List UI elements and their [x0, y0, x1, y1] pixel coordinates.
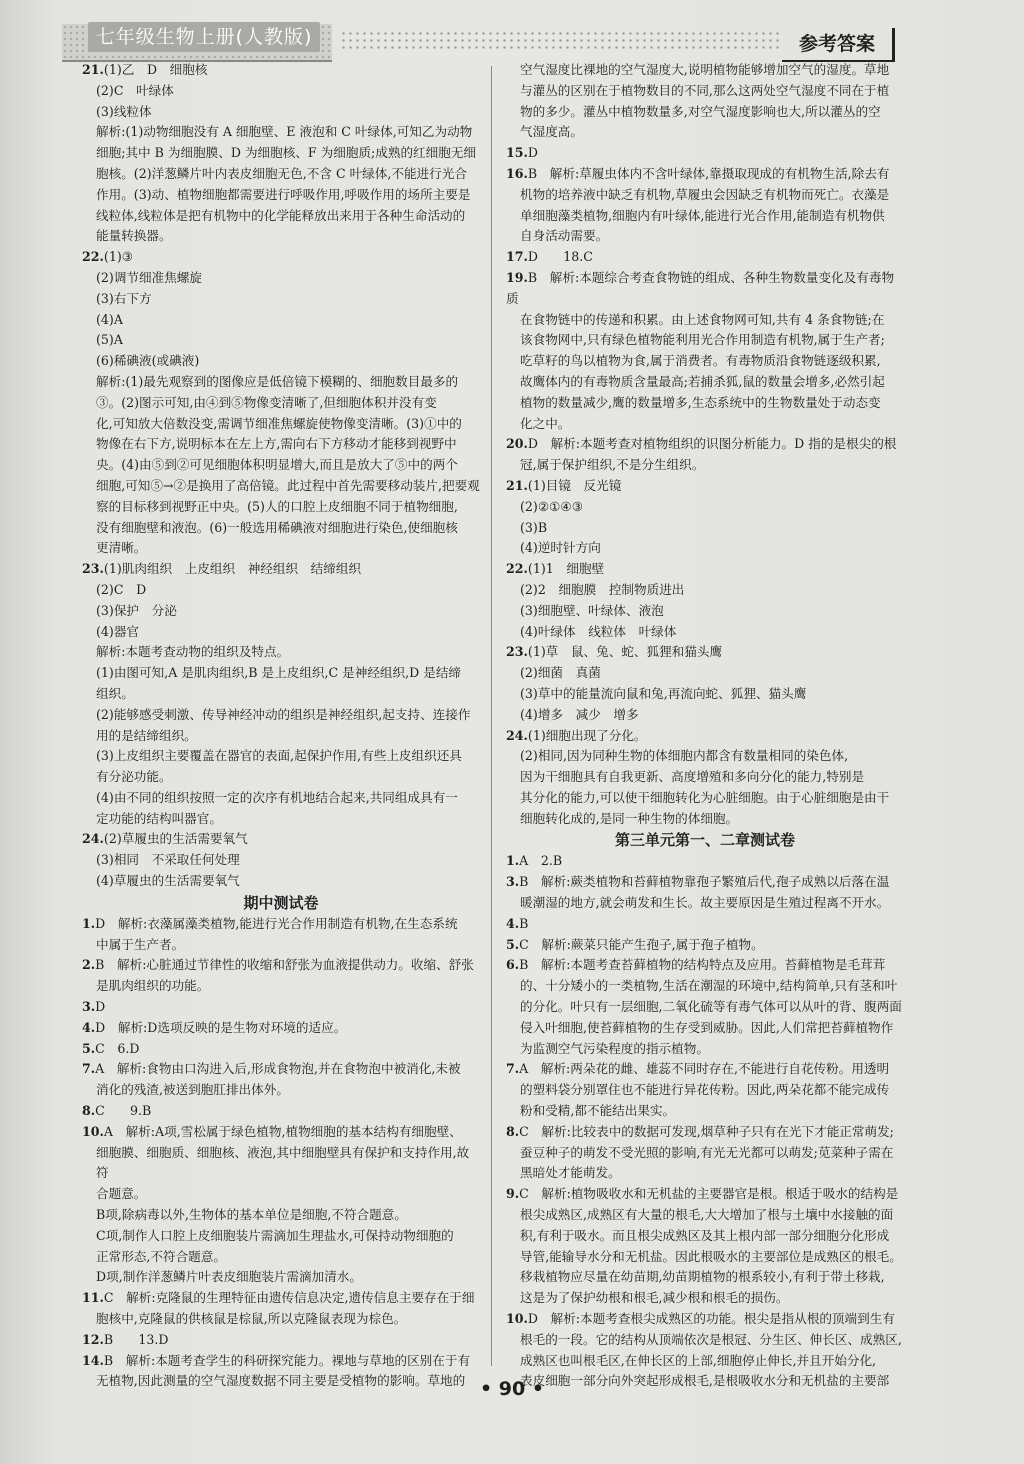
answer-line: 的、十分矮小的一类植物,生活在潮湿的环境中,结构简单,只有茎和叶	[520, 978, 898, 994]
answer-line: 的塑料袋分别罩住也不能进行异花传粉。因此,两朵花都不能完成传	[520, 1082, 890, 1098]
question-number: 8.	[506, 1123, 520, 1139]
answer-item	[506, 1059, 904, 1080]
answer-line: (4)增多 减少 增多	[520, 706, 639, 722]
answer-line: (5)A	[96, 332, 123, 348]
answer-line: 能量转换器。	[96, 228, 172, 244]
answer-line: 成熟区也叫根毛区,在伸长区的上部,细胞停止伸长,并且开始分化,	[520, 1352, 877, 1368]
answer-line: 胞核。(2)洋葱鳞片叶内表皮细胞无色,不含 C 叶绿体,不能进行光合	[96, 165, 467, 181]
answer-line: (2)2 细胞膜 控制物质进出	[520, 581, 685, 597]
question-number: 10.	[82, 1123, 104, 1139]
answer-line: 物的多少。灌丛中植物数量多,对空气湿度影响也大,所以灌丛的空	[520, 103, 881, 119]
answer-line: 细胞转化成的,是同一种生物的体细胞。	[520, 810, 739, 826]
answer-item	[506, 268, 904, 310]
answer-line: (2)C 叶绿体	[96, 82, 174, 98]
answer-line: 解析:本题考查动物的组织及特点。	[96, 644, 290, 660]
answer-text: (1)肌肉组织 上皮组织 神经组织 结缔组织	[103, 561, 362, 577]
answer-item	[82, 1101, 480, 1122]
answer-text: A 解析:两朵花的雌、雄蕊不同时存在,不能进行自花传粉。用透明	[519, 1061, 890, 1077]
answer-line: 因为干细胞具有自我更新、高度增殖和多向分化的能力,特别是	[520, 769, 865, 785]
question-number: 21.	[82, 62, 104, 77]
section-label: 参考答案	[782, 28, 895, 62]
answer-line: 与灌丛的区别在于植物数目的不同,那么这两处空气湿度不同在于植	[520, 82, 890, 98]
answer-item	[82, 1288, 480, 1309]
question-number: 5.	[82, 1040, 96, 1056]
question-number: 23.	[506, 644, 528, 660]
answer-item	[506, 434, 904, 455]
question-number: 12.	[82, 1331, 104, 1347]
answer-line: 其分化的能力,可以使干细胞转化为心脏细胞。由于心脏细胞是由干	[520, 789, 890, 805]
answer-line: (4)A	[96, 311, 123, 327]
answer-line: 吃草籽的鸟以植物为食,属于消费者。有毒物质沿食物链逐级积累,	[520, 353, 881, 369]
answer-item	[82, 955, 480, 976]
answer-text: B 13.D	[103, 1331, 169, 1347]
answer-text: C 9.B	[95, 1103, 152, 1119]
header-dots	[340, 30, 780, 52]
answer-line: (3)B	[520, 519, 548, 535]
answer-item	[506, 872, 904, 893]
question-number: 15.	[506, 145, 528, 161]
answer-line: (4)叶绿体 线粒体 叶绿体	[520, 623, 677, 639]
question-number: 8.	[82, 1103, 96, 1119]
answer-item	[82, 247, 480, 268]
answer-line: 单细胞藻类植物,细胞内有叶绿体,能进行光合作用,能制造有机物供	[520, 207, 885, 223]
answer-line: 表皮细胞一部分向外突起形成根毛,是根吸收水分和无机盐的主要部	[520, 1373, 890, 1389]
answer-line: 更清晰。	[96, 540, 147, 556]
answer-item	[82, 997, 480, 1018]
answer-text: B 解析:本题考查苔藓植物的结构特点及应用。苔藓植物是毛茸茸	[519, 957, 886, 973]
answer-item	[506, 1309, 904, 1330]
answer-line: 细胞;其中 B 为细胞膜、D 为细胞核、F 为细胞质;成熟的红细胞无细	[96, 145, 477, 161]
answer-line: 物像在右下方,说明标本在左上方,需向右下方移动才能移到视野中	[96, 436, 457, 452]
answer-line: 自身活动需要。	[520, 228, 609, 244]
answer-line: (2)能够感受刺激、传导神经冲动的组织是神经组织,起支持、连接作	[96, 706, 471, 722]
answer-item	[82, 914, 480, 935]
question-number: 9.	[506, 1186, 520, 1202]
answer-line: (4)由不同的组织按照一定的次序有机地结合起来,共同组成具有一	[96, 789, 458, 805]
answer-line: (3)保护 分泌	[96, 602, 177, 618]
answer-item	[82, 1059, 480, 1080]
answer-text: B 解析:本题综合考查食物链的组成、各种生物数量变化及有毒物质	[506, 269, 895, 306]
question-number: 21.	[506, 477, 528, 493]
answer-line: 导管,能输导水分和无机盐。因此根吸水的主要部位是成熟区的根毛。	[520, 1248, 902, 1264]
answer-line: 细胞,可知⑤→②是换用了高倍镜。此过程中首先需要移动装片,把要观	[96, 477, 480, 493]
answer-item	[506, 726, 904, 747]
answer-line: 积,有利于吸水。而且根尖成熟区及其上根内部一部分细胞分化形成	[520, 1227, 890, 1243]
question-number: 1.	[506, 853, 520, 869]
answer-line: 黑暗处才能萌发。	[520, 1165, 621, 1181]
answer-line: 化之中。	[520, 415, 571, 431]
answer-item	[506, 559, 904, 580]
answer-line: (1)由图可知,A 是肌肉组织,B 是上皮组织,C 是神经组织,D 是结缔	[96, 665, 462, 681]
answer-line: 正常形态,不符合题意。	[96, 1248, 226, 1264]
answer-line: 的分化。叶只有一层细胞,二氧化硫等有毒气体可以从叶的背、腹两面	[520, 999, 902, 1015]
answer-text: (1)乙 D 细胞核	[103, 62, 208, 77]
book-title: 七年级生物上册(人教版)	[88, 22, 320, 52]
answer-line: 线粒体,线粒体是把有机物中的化学能释放出来用于各种生命活动的	[96, 207, 466, 223]
answer-text: B	[519, 915, 529, 931]
answer-text: C 解析:比较表中的数据可发现,烟草种子只有在光下才能正常萌发;	[519, 1123, 894, 1139]
answer-text: (1)细胞出现了分化。	[527, 727, 647, 743]
answer-text: (1)目镜 反光镜	[527, 477, 622, 493]
answer-item	[82, 1351, 480, 1372]
answer-item	[506, 935, 904, 956]
question-number: 3.	[506, 874, 520, 890]
answer-line: 胞核中,克隆鼠的供核鼠是棕鼠,所以克隆鼠表现为棕色。	[96, 1311, 407, 1327]
answer-line: 气湿度高。	[520, 124, 583, 140]
question-number: 4.	[82, 1019, 96, 1035]
answer-line: (3)草中的能量流向鼠和兔,再流向蛇、狐狸、猫头鹰	[520, 685, 807, 701]
answer-line: (2)C D	[96, 581, 147, 597]
answer-line: ③。(2)图示可知,由④到⑤物像变清晰了,但细胞体积并没有变	[96, 394, 437, 410]
answer-line: C项,制作人口腔上皮细胞装片需滴加生理盐水,可保持动物细胞的	[96, 1227, 454, 1243]
answer-line: 机物的培养液中缺乏有机物,草履虫会因缺乏有机物而死亡。衣藻是	[520, 186, 890, 202]
answer-item	[82, 1039, 480, 1060]
answer-line: 中属于生产者。	[96, 936, 185, 952]
answer-item	[82, 829, 480, 850]
answer-line: 移栽植物应尽量在幼苗期,幼苗期植物的根系较小,有利于带土移栽,	[520, 1269, 885, 1285]
answer-line: (2)②①④③	[520, 498, 583, 514]
question-number: 23.	[82, 561, 104, 577]
question-number: 22.	[82, 249, 104, 265]
answer-line: 组织。	[96, 685, 134, 701]
answer-line: (4)草履虫的生活需要氧气	[96, 873, 240, 889]
answer-line: (2)相同,因为同种生物的体细胞内都含有数量相同的染色体,	[520, 748, 849, 764]
question-number: 4.	[506, 915, 520, 931]
question-number: 16.	[506, 165, 528, 181]
answer-line: 蚕豆种子的萌发不受光照的影响,有光无光都可以萌发;苋菜种子需在	[520, 1144, 894, 1160]
answer-line: 消化的残渣,被送到胞肛排出体外。	[96, 1082, 289, 1098]
answer-line: 故鹰体内的有毒物质含量最高;若捕杀狐,鼠的数量会增多,必然引起	[520, 373, 885, 389]
question-number: 11.	[82, 1290, 104, 1306]
answer-line: 暖潮湿的地方,就会萌发和生长。故主要原因是生殖过程离不开水。	[520, 895, 890, 911]
answer-text: D	[527, 145, 539, 161]
right-column	[506, 60, 904, 1392]
answer-item	[506, 164, 904, 185]
answer-line: 定功能的结构叫器官。	[96, 810, 222, 826]
answer-text: B 解析:蕨类植物和苔藓植物靠孢子繁殖后代,孢子成熟以后落在温	[519, 874, 890, 890]
answer-line: (4)逆时针方向	[520, 540, 601, 556]
answer-text: B 解析:心脏通过节律性的收缩和舒张为血液提供动力。收缩、舒张	[95, 957, 474, 973]
answer-line: 该食物网中,只有绿色植物能利用光合作用制造有机物,属于生产者;	[520, 332, 885, 348]
question-number: 7.	[82, 1061, 96, 1077]
answer-item	[506, 476, 904, 497]
answer-text: (1)③	[103, 249, 134, 265]
answer-text: B 解析:草履虫体内不含叶绿体,靠摄取现成的有机物生活,除去有	[527, 165, 890, 181]
question-number: 3.	[82, 999, 96, 1015]
answer-item	[506, 143, 904, 164]
column-divider	[491, 66, 492, 1366]
question-number: 20.	[506, 436, 528, 452]
answer-text: D 解析:衣藻属藻类植物,能进行光合作用制造有机物,在生态系统	[95, 915, 458, 931]
answer-line: (4)器官	[96, 623, 140, 639]
question-number: 19.	[506, 269, 528, 285]
answer-item	[506, 955, 904, 976]
question-number: 14.	[82, 1352, 104, 1368]
answer-text: (1)草 鼠、兔、蛇、狐狸和猫头鹰	[527, 644, 723, 660]
question-number: 6.	[506, 957, 520, 973]
page-number: • 90 •	[480, 1378, 544, 1400]
answer-line: 是肌肉组织的功能。	[96, 978, 210, 994]
answer-text: D 解析:本题考查根尖成熟区的功能。根尖是指从根的顶端到生有	[527, 1311, 895, 1327]
question-number: 17.	[506, 249, 528, 265]
answer-text: A 解析:A项,雪松属于绿色植物,植物细胞的基本结构有细胞壁、	[103, 1123, 462, 1139]
question-number: 5.	[506, 936, 520, 952]
answer-line: 侵入叶细胞,使苔藓植物的生存受到威胁。因此,人们常把苔藓植物作	[520, 1019, 894, 1035]
answer-line: 这是为了保护幼根和根毛,减少根和根毛的损伤。	[520, 1290, 789, 1306]
answer-line: 粉和受精,都不能结出果实。	[520, 1103, 676, 1119]
answer-line: (3)线粒体	[96, 103, 152, 119]
answer-line: 植物的数量减少,鹰的数量增多,生态系统中的生物数量处于动态变	[520, 394, 881, 410]
answer-text: D 解析:D选项反映的是生物对环境的适应。	[95, 1019, 347, 1035]
answer-line: 为监测空气污染程度的指示植物。	[520, 1040, 709, 1056]
answer-line: 冠,属于保护组织,不是分生组织。	[520, 457, 705, 473]
answer-text: C 解析:克隆鼠的生理特征由遗传信息决定,遗传信息主要存在于细	[103, 1290, 475, 1306]
answer-item	[506, 914, 904, 935]
answer-line: 在食物链中的传递和积累。由上述食物网可知,共有 4 条食物链;在	[520, 311, 885, 327]
answer-line: 用的是结缔组织。	[96, 727, 197, 743]
answer-line: (3)相同 不采取任何处理	[96, 852, 240, 868]
answer-item	[82, 60, 480, 81]
left-column	[82, 60, 480, 1392]
answer-text: (2)草履虫的生活需要氧气	[103, 831, 248, 847]
answer-text: A 解析:食物由口沟进入后,形成食物泡,并在食物泡中被消化,未被	[95, 1061, 461, 1077]
answer-text: A 2.B	[519, 853, 563, 869]
answer-text: D	[95, 999, 106, 1015]
answer-line: (6)稀碘液(或碘液)	[96, 353, 200, 369]
answer-item	[506, 1184, 904, 1205]
answer-text: C 解析:蕨菜只能产生孢子,属于孢子植物。	[519, 936, 764, 952]
answer-text: B 解析:本题考查学生的科研探究能力。裸地与草地的区别在于有	[103, 1352, 471, 1368]
question-number: 10.	[506, 1311, 528, 1327]
answer-item	[82, 1122, 480, 1143]
answer-line: (2)调节细准焦螺旋	[96, 269, 202, 285]
answer-item	[506, 1122, 904, 1143]
answer-text: (1)1 细胞壁	[527, 561, 605, 577]
answer-line: 细胞膜、细胞质、细胞核、液泡,其中细胞壁具有保护和支持作用,故符	[96, 1144, 470, 1181]
answer-line: D项,制作洋葱鳞片叶表皮细胞装片需滴加清水。	[96, 1269, 362, 1285]
answer-item	[506, 247, 904, 268]
answer-line: 有分泌功能。	[96, 769, 172, 785]
answer-item	[506, 851, 904, 872]
question-number: 22.	[506, 561, 528, 577]
answer-text: D 解析:本题考查对植物组织的识图分析能力。D 指的是根尖的根	[527, 436, 897, 452]
section-heading: 期中测试卷	[243, 893, 319, 912]
question-number: 7.	[506, 1061, 520, 1077]
answer-line: (3)右下方	[96, 290, 152, 306]
answer-line: 解析:(1)动物细胞没有 A 细胞壁、E 液泡和 C 叶绿体,可知乙为动物	[96, 124, 473, 140]
question-number: 1.	[82, 915, 96, 931]
section-heading: 第三单元第一、二章测试卷	[614, 831, 795, 850]
question-number: 24.	[82, 831, 104, 847]
answer-line: B项,除病毒以外,生物体的基本单位是细胞,不符合题意。	[96, 1207, 407, 1223]
answer-line: 根毛的一段。它的结构从顶端依次是根冠、分生区、伸长区、成熟区,	[520, 1331, 902, 1347]
answer-line: (3)细胞壁、叶绿体、液泡	[520, 602, 664, 618]
answer-line: 空气湿度比裸地的空气湿度大,说明植物能够增加空气的湿度。草地	[520, 62, 890, 77]
answer-item	[82, 559, 480, 580]
answer-line: 合题意。	[96, 1186, 147, 1202]
question-number: 2.	[82, 957, 96, 973]
answer-line: (3)上皮组织主要覆盖在器官的表面,起保护作用,有些上皮组织还具	[96, 748, 462, 764]
answer-line: 央。(4)由⑤到②可见细胞体积明显增大,而且是放大了⑤中的两个	[96, 457, 458, 473]
answer-line: 没有细胞壁和液泡。(6)一般选用稀碘液对细胞进行染色,使细胞核	[96, 519, 458, 535]
answer-item	[82, 1018, 480, 1039]
answer-line: 化,可知放大倍数没变,需调节细准焦螺旋使物像变清晰。(3)①中的	[96, 415, 462, 431]
answer-item	[82, 1330, 480, 1351]
answer-text: D 18.C	[527, 249, 593, 265]
answer-line: 解析:(1)最先观察到的图像应是低倍镜下模糊的、细胞数目最多的	[96, 373, 459, 389]
answer-line: 作用。(3)动、植物细胞都需要进行呼吸作用,呼吸作用的场所主要是	[96, 186, 471, 202]
answer-text: C 6.D	[95, 1040, 140, 1056]
answer-line: 根尖成熟区,成熟区有大量的根毛,大大增加了根与土壤中水接触的面	[520, 1207, 894, 1223]
question-number: 24.	[506, 727, 528, 743]
answer-line: 无植物,因此测量的空气湿度数据不同主要是受植物的影响。草地的	[96, 1373, 466, 1389]
answer-line: (2)细菌 真菌	[520, 665, 601, 681]
answer-line: 察的目标移到视野正中央。(5)人的口腔上皮细胞不同于植物细胞,	[96, 498, 458, 514]
answer-item	[506, 642, 904, 663]
answer-text: C 解析:植物吸收水和无机盐的主要器官是根。根适于吸水的结构是	[519, 1186, 899, 1202]
